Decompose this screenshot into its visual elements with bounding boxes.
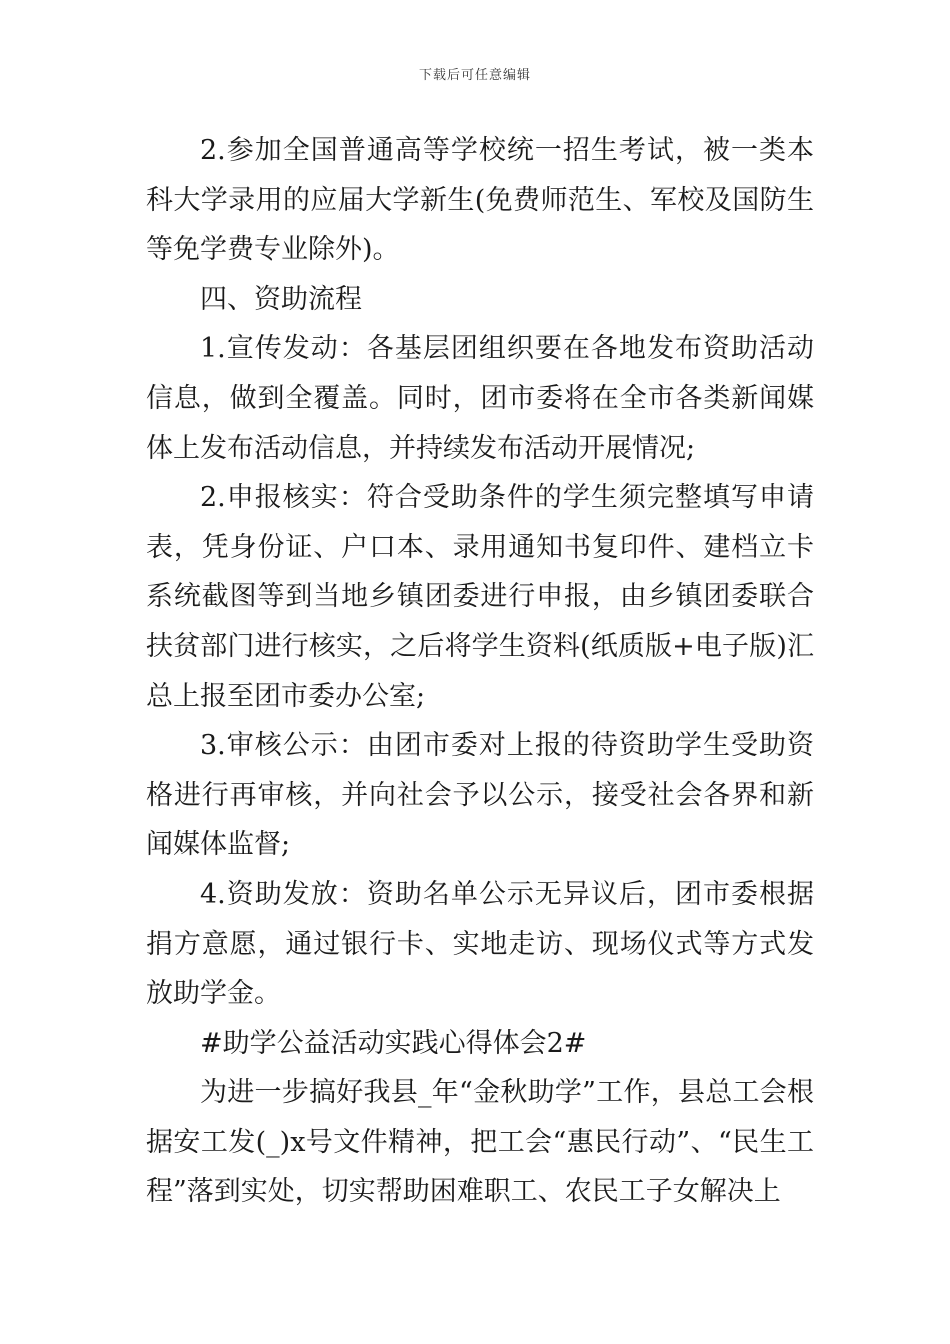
page-header: 下载后可任意编辑 [418,68,531,83]
document-body [146,126,814,1217]
paragraph-application-verification: 2.申报核实：符合受助条件的学生须完整填写申请表，凭身份证、户口本、录用通知书复印件、建档立卡系统截图等到当地乡镇团委进行申报，由乡镇团委联合扶贫部门进行核实，之后将学生资料(纸质版+电子版)汇总上报至团市委办公室; [146,482,814,712]
paragraph-review-announcement: 3.审核公示：由团市委对上报的待资助学生受助资格进行再审核，并向社会予以公示，接受社会各界和新闻媒体监督; [146,730,814,861]
paragraph-publicity: 1.宣传发动：各基层团组织要在各地发布资助活动信息，做到全覆盖。同时，团市委将在全市各类新闻媒体上发布活动信息，并持续发布活动开展情况; [146,333,814,464]
paragraph-funding-distribution: 4.资助发放：资助名单公示无异议后，团市委根据捐方意愿，通过银行卡、实地走访、现场仪式等方式发放助学金。 [146,878,814,1010]
paragraph-eligibility-2: 2.参加全国普通高等学校统一招生考试，被一类本科大学录用的应届大学新生(免费师范生、军校及国防生等免学费专业除外)。 [146,135,814,266]
section-title-essay-2: #助学公益活动实践心得体会2# [200,1027,587,1059]
section-heading-funding-process: 四、资助流程 [200,283,362,315]
paragraph-golden-autumn-intro: 为进一步搞好我县_年“金秋助学”工作，县总工会根据安工发(_)x号文件精神，把工会“惠民行动”、“民生工程”落到实处，切实帮助困难职工、农民工子女解决上 [146,1077,814,1208]
